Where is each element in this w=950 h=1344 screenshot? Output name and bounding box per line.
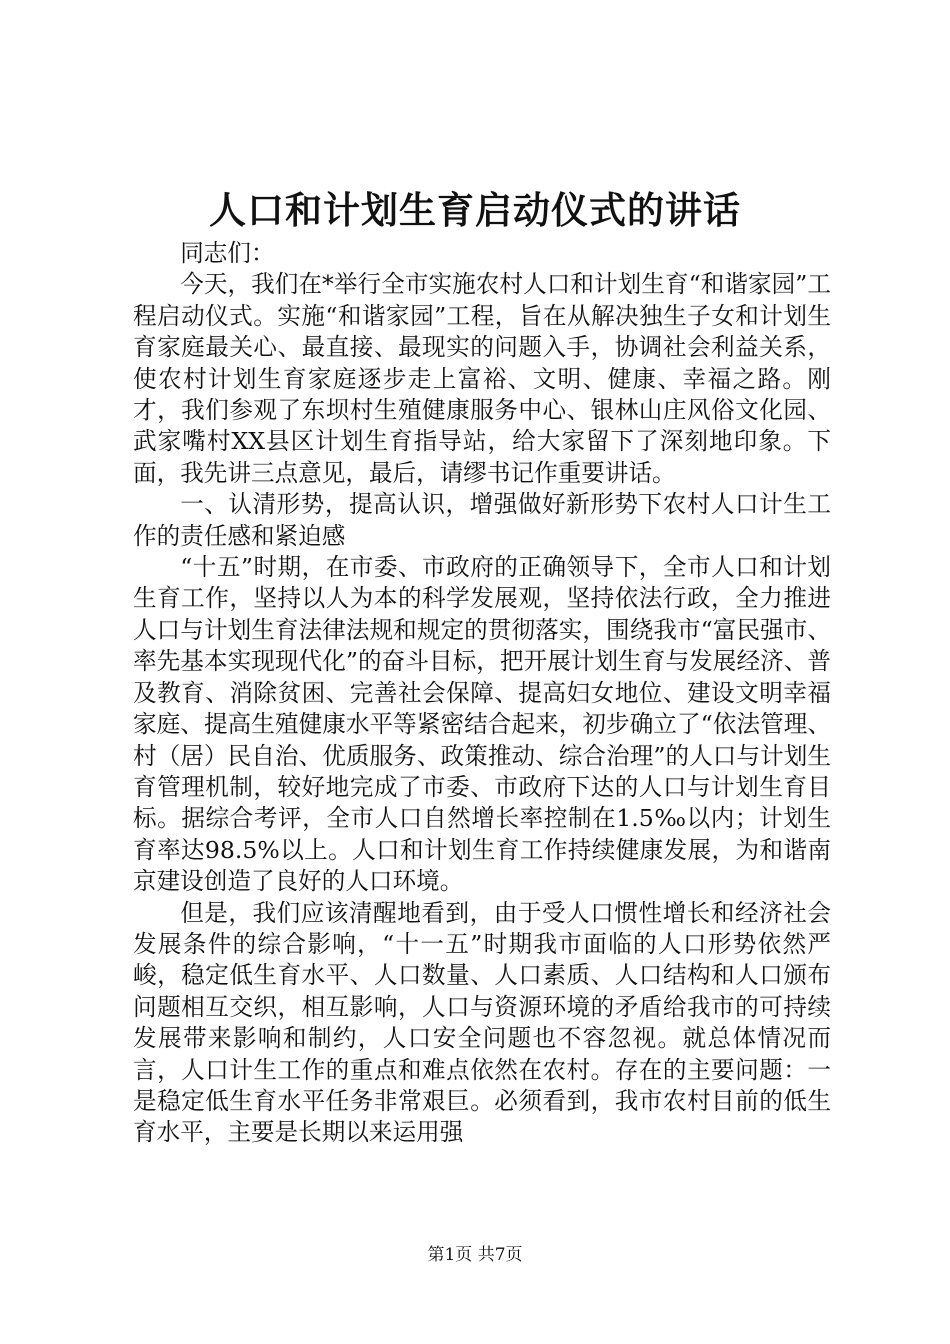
section-heading-1: 一、认清形势，提高认识，增强做好新形势下农村人口计生工作的责任感和紧迫感 — [133, 490, 831, 550]
document-body — [133, 238, 831, 1149]
page-footer: 第1页 共7页 — [427, 1245, 523, 1265]
paragraph-achievements: “十五”时期，在市委、市政府的正确领导下，全市人口和计划生育工作，坚持以人为本的科学发展观，坚持依法行政，全力推进人口与计划生育法律法规和规定的贯彻落实，围绕我市“富民强市、率先基本实现现代化”的奋斗目标，把开展计划生育与发展经济、普及教育、消除贫困、完善社会保障、提高妇女地位、建设文明幸福家庭、提高生殖健康水平等紧密结合起来，初步确立了“依法管理、村（居）民自治、优质服务、政策推动、综合治理”的人口与计划生育管理机制，较好地完成了市委、市政府下达的人口与计划生育目标。据综合考评，全市人口自然增长率控制在1.5‰以内；计划生育率达98.5%以上。人口和计划生育工作持续健康发展，为和谐南京建设创造了良好的人口环境。 — [133, 553, 831, 896]
paragraph-opening: 今天，我们在*举行全市实施农村人口和计划生育“和谐家园”工程启动仪式。实施“和谐家园”工程，旨在从解决独生子女和计划生育家庭最关心、最直接、最现实的问题入手，协调社会利益关系，使农村计划生育家庭逐步走上富裕、文明、健康、幸福之路。刚才，我们参观了东坝村生殖健康服务中心、银林山庄风俗文化园、武家嘴村XX县区计划生育指导站，给大家留下了深刻地印象。下面，我先讲三点意见，最后，请缪书记作重要讲话。 — [133, 270, 831, 487]
paragraph-challenges: 但是，我们应该清醒地看到，由于受人口惯性增长和经济社会发展条件的综合影响，“十一五”时期我市面临的人口形势依然严峻，稳定低生育水平、人口数量、人口素质、人口结构和人口颁布问题相互交织，相互影响，人口与资源环境的矛盾给我市的可持续发展带来影响和制约，人口安全问题也不容忽视。就总体情况而言，人口计生工作的重点和难点依然在农村。存在的主要问题：一是稳定低生育水平任务非常艰巨。必须看到，我市农村目前的低生育水平，主要是长期以来运用强 — [133, 898, 831, 1147]
document-title: 人口和计划生育启动仪式的讲话 — [209, 188, 741, 232]
salutation: 同志们： — [180, 239, 275, 267]
